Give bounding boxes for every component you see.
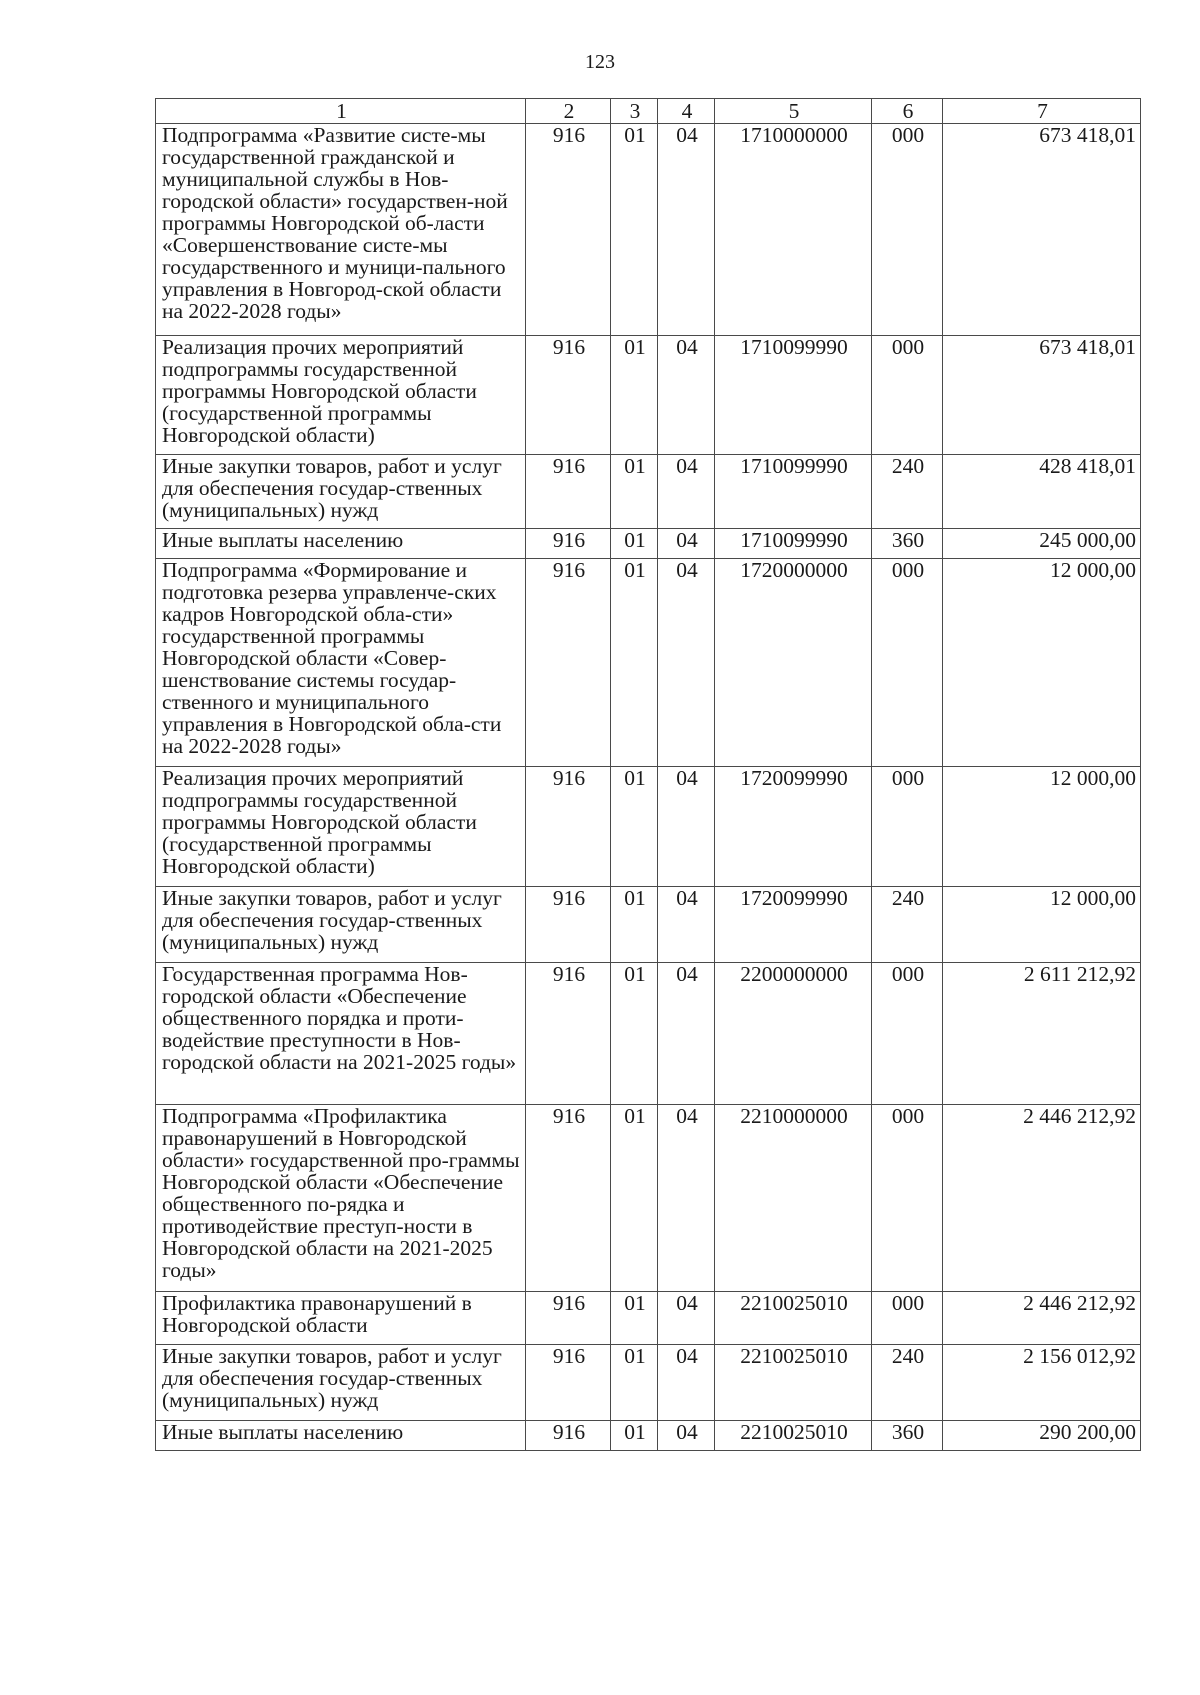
table-row xyxy=(156,1421,1141,1451)
row-code-3: 01 xyxy=(611,1292,658,1345)
row-code-3: 01 xyxy=(611,336,658,455)
row-code-6: 240 xyxy=(872,455,943,529)
row-sum: 428 418,01 xyxy=(943,455,1141,529)
row-code-2: 916 xyxy=(526,1292,611,1345)
row-name: Реализация прочих мероприятий подпрограммы государственной программы Новгородской области (государственной программы Новгородской области) xyxy=(156,767,526,887)
row-code-2: 916 xyxy=(526,963,611,1105)
row-sum: 245 000,00 xyxy=(943,529,1141,559)
row-sum: 2 156 012,92 xyxy=(943,1345,1141,1421)
header-cell-1: 1 xyxy=(156,99,526,124)
row-code-3: 01 xyxy=(611,529,658,559)
row-code-4: 04 xyxy=(658,559,715,767)
row-code-4: 04 xyxy=(658,529,715,559)
row-code-6: 000 xyxy=(872,559,943,767)
budget-table xyxy=(155,98,1141,1451)
table-row xyxy=(156,124,1141,336)
row-code-6: 240 xyxy=(872,1345,943,1421)
row-code-3: 01 xyxy=(611,963,658,1105)
row-name: Подпрограмма «Профилактика правонарушений в Новгородской области» государственной про-граммы Новгородской области «Обеспечение общественного по-рядка и противодействие преступ-ности в Новгородской области на 2021-2025 годы» xyxy=(156,1105,526,1292)
row-sum: 12 000,00 xyxy=(943,559,1141,767)
row-code-6: 000 xyxy=(872,767,943,887)
row-code-2: 916 xyxy=(526,1421,611,1451)
header-cell-7: 7 xyxy=(943,99,1141,124)
table-row xyxy=(156,887,1141,963)
row-name: Подпрограмма «Развитие систе-мы государственной гражданской и муниципальной службы в Нов-городской области» государствен-ной программы Новгородской об-ласти «Совершенствование систе-мы государственного и муници-пального управления в Новгород-ской области на 2022-2028 годы» xyxy=(156,124,526,336)
row-code-6: 000 xyxy=(872,124,943,336)
row-code-4: 04 xyxy=(658,1292,715,1345)
row-code-4: 04 xyxy=(658,963,715,1105)
row-code-2: 916 xyxy=(526,1345,611,1421)
row-code-6: 000 xyxy=(872,963,943,1105)
row-code-6: 000 xyxy=(872,1105,943,1292)
row-code-2: 916 xyxy=(526,124,611,336)
row-code-5: 1710099990 xyxy=(715,455,872,529)
row-code-3: 01 xyxy=(611,559,658,767)
row-code-3: 01 xyxy=(611,124,658,336)
row-code-6: 240 xyxy=(872,887,943,963)
row-code-5: 2200000000 xyxy=(715,963,872,1105)
row-name: Иные закупки товаров, работ и услуг для обеспечения государ-ственных (муниципальных) нужд xyxy=(156,1345,526,1421)
row-code-4: 04 xyxy=(658,336,715,455)
row-name: Иные закупки товаров, работ и услуг для обеспечения государ-ственных (муниципальных) нужд xyxy=(156,455,526,529)
row-code-4: 04 xyxy=(658,1421,715,1451)
row-code-5: 1710099990 xyxy=(715,529,872,559)
table-row xyxy=(156,963,1141,1105)
row-sum: 12 000,00 xyxy=(943,887,1141,963)
row-name: Иные выплаты населению xyxy=(156,1421,526,1451)
row-code-5: 1720099990 xyxy=(715,887,872,963)
row-code-2: 916 xyxy=(526,559,611,767)
row-name: Профилактика правонарушений в Новгородской области xyxy=(156,1292,526,1345)
row-code-6: 360 xyxy=(872,529,943,559)
row-name: Подпрограмма «Формирование и подготовка резерва управленче-ских кадров Новгородской обла-сти» государственной программы Новгородской области «Совер-шенствование системы государ-ственного и муниципального управления в Новгородской обла-сти на 2022-2028 годы» xyxy=(156,559,526,767)
table-row xyxy=(156,1292,1141,1345)
row-name: Иные закупки товаров, работ и услуг для обеспечения государ-ственных (муниципальных) нужд xyxy=(156,887,526,963)
header-cell-4: 4 xyxy=(658,99,715,124)
row-code-6: 000 xyxy=(872,336,943,455)
row-sum: 673 418,01 xyxy=(943,336,1141,455)
header-cell-3: 3 xyxy=(611,99,658,124)
table-row xyxy=(156,1105,1141,1292)
row-code-2: 916 xyxy=(526,887,611,963)
row-code-4: 04 xyxy=(658,1345,715,1421)
row-sum: 673 418,01 xyxy=(943,124,1141,336)
row-code-4: 04 xyxy=(658,124,715,336)
row-name: Реализация прочих мероприятий подпрограммы государственной программы Новгородской области (государственной программы Новгородской области) xyxy=(156,336,526,455)
row-code-5: 1710000000 xyxy=(715,124,872,336)
row-code-3: 01 xyxy=(611,1345,658,1421)
row-sum: 2 611 212,92 xyxy=(943,963,1141,1105)
header-cell-6: 6 xyxy=(872,99,943,124)
row-code-3: 01 xyxy=(611,887,658,963)
row-code-4: 04 xyxy=(658,1105,715,1292)
row-code-6: 360 xyxy=(872,1421,943,1451)
row-sum: 290 200,00 xyxy=(943,1421,1141,1451)
row-code-2: 916 xyxy=(526,767,611,887)
row-name: Иные выплаты населению xyxy=(156,529,526,559)
row-code-5: 1720000000 xyxy=(715,559,872,767)
row-code-3: 01 xyxy=(611,767,658,887)
table-row xyxy=(156,455,1141,529)
header-cell-5: 5 xyxy=(715,99,872,124)
row-code-5: 2210025010 xyxy=(715,1292,872,1345)
row-sum: 2 446 212,92 xyxy=(943,1105,1141,1292)
table-row xyxy=(156,767,1141,887)
header-cell-2: 2 xyxy=(526,99,611,124)
row-code-2: 916 xyxy=(526,1105,611,1292)
table-row xyxy=(156,559,1141,767)
header-row xyxy=(156,99,1141,124)
row-code-3: 01 xyxy=(611,455,658,529)
row-code-2: 916 xyxy=(526,455,611,529)
row-code-3: 01 xyxy=(611,1421,658,1451)
row-sum: 2 446 212,92 xyxy=(943,1292,1141,1345)
row-code-4: 04 xyxy=(658,455,715,529)
row-code-4: 04 xyxy=(658,887,715,963)
table-row xyxy=(156,529,1141,559)
row-code-5: 1710099990 xyxy=(715,336,872,455)
row-code-5: 2210025010 xyxy=(715,1345,872,1421)
row-sum: 12 000,00 xyxy=(943,767,1141,887)
row-code-5: 2210025010 xyxy=(715,1421,872,1451)
row-code-4: 04 xyxy=(658,767,715,887)
row-code-6: 000 xyxy=(872,1292,943,1345)
row-name: Государственная программа Нов-городской области «Обеспечение общественного порядка и проти-водействие преступности в Нов-городской области на 2021-2025 годы» xyxy=(156,963,526,1105)
table-row xyxy=(156,1345,1141,1421)
row-code-5: 2210000000 xyxy=(715,1105,872,1292)
row-code-2: 916 xyxy=(526,336,611,455)
row-code-2: 916 xyxy=(526,529,611,559)
page-number: 123 xyxy=(585,51,615,73)
row-code-3: 01 xyxy=(611,1105,658,1292)
row-code-5: 1720099990 xyxy=(715,767,872,887)
table-row xyxy=(156,336,1141,455)
